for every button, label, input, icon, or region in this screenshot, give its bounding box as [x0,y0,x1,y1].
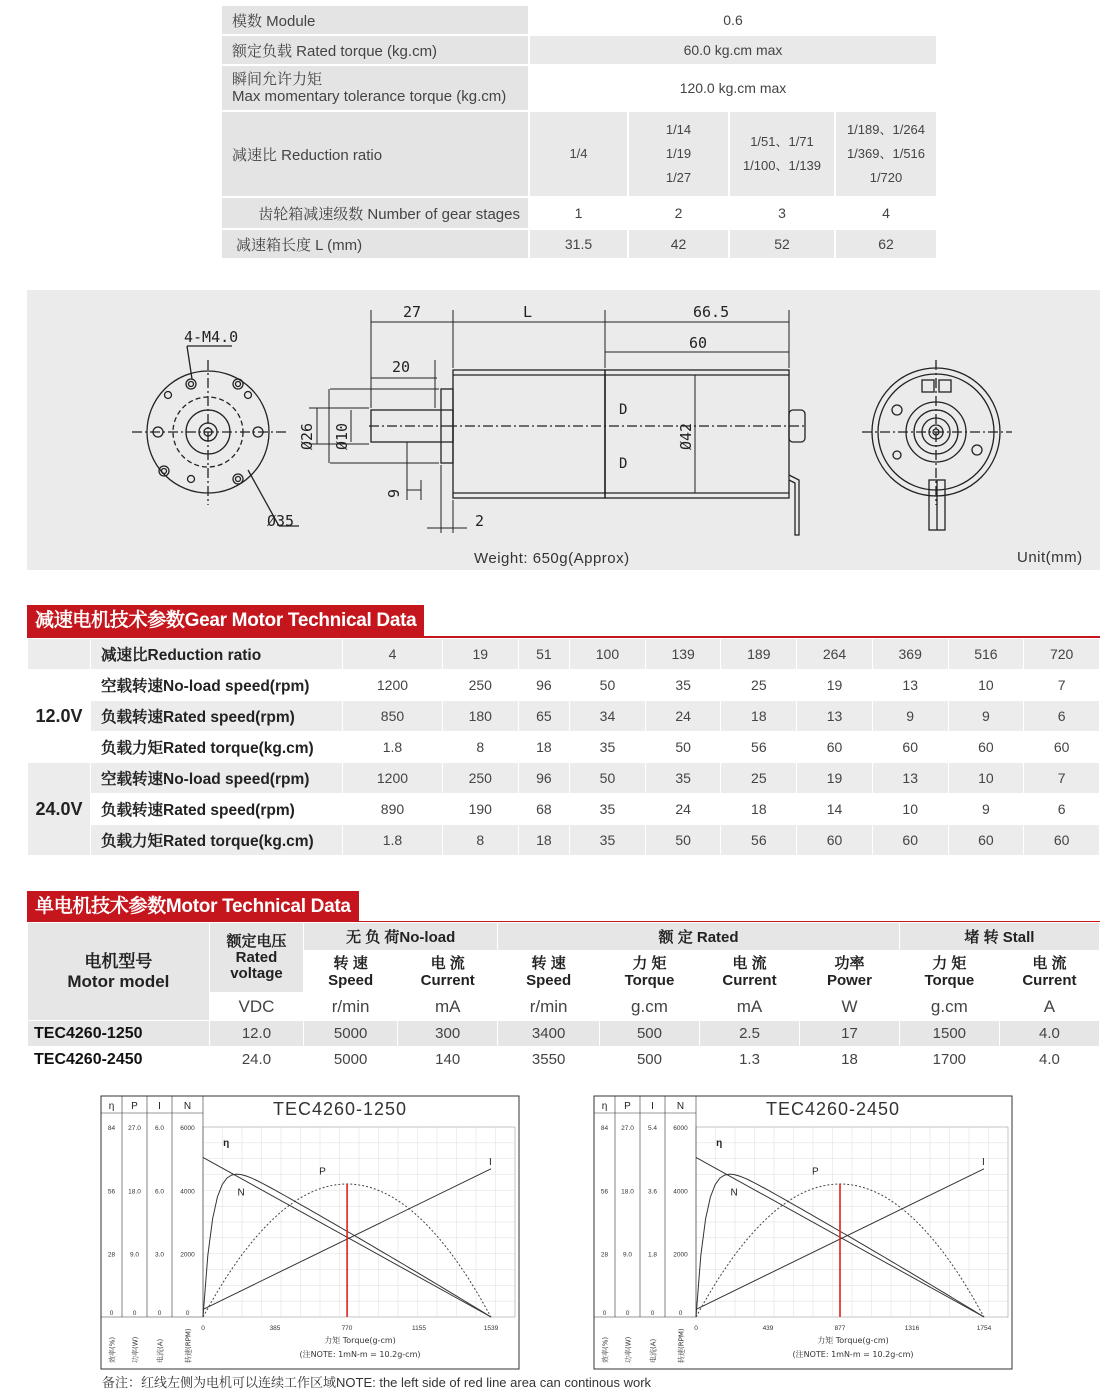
ratio-cell: 720 [1024,639,1100,670]
gear-value-cell: 10 [948,763,1024,794]
y-tick-label: 0 [132,1310,137,1317]
motor-value-cell: 140 [398,1047,498,1073]
y-axis-label: 效率(%) [108,1336,117,1363]
dim-l665: 66.5 [693,303,730,321]
gear-value-cell: 50 [570,763,646,794]
ratio-cell: 189 [721,639,797,670]
col-en: Torque [624,971,675,989]
motor-data-table [27,922,1100,1073]
gear-value-cell: 19 [797,763,873,794]
y-tick-label: 27.0 [128,1125,141,1132]
y-tick-label: 18.0 [621,1188,634,1196]
model-header-cn: 电机型号 [84,951,153,971]
stages-label: 齿轮箱减速级数 Number of gear stages [221,197,529,229]
x-tick-label: 770 [341,1325,353,1332]
stage-value: 1 [529,197,628,229]
y-tick-label: 0 [650,1310,655,1317]
y-tick-label: 2000 [673,1251,688,1259]
gear-value-cell: 19 [797,670,873,701]
svg-text:D: D [619,402,628,418]
gear-value-cell: 18 [721,794,797,825]
gear-value-cell: 180 [442,701,518,732]
motor-model-name: TEC4260-2450 [28,1047,210,1073]
spec-table [220,4,938,260]
ratio-cell: 4 [343,639,443,670]
ratio-cell: 139 [645,639,721,670]
stage-value: 4 [835,197,937,229]
gear-value-cell: 60 [948,732,1024,763]
x-tick-label: 0 [694,1325,698,1332]
gear-value-cell: 24 [645,794,721,825]
y-axis-label: 功率(W) [624,1336,633,1363]
unit-vdc: VDC [209,993,303,1021]
chart-tec4260-2450 [593,1095,1013,1370]
y-tick-label: 56 [107,1188,116,1196]
x-tick-label: 1754 [976,1325,992,1332]
y-tick-label: 1.8 [647,1251,658,1259]
ratio-value: 1/369、1/516 [846,146,926,161]
motor-col-header [599,951,699,993]
gear-value-cell: 60 [797,732,873,763]
gear-data-table [27,638,1100,856]
col-en: Current [420,971,475,989]
y-tick-label: 9.0 [622,1251,633,1259]
gear-value-cell: 13 [872,763,948,794]
motor-col-unit: r/min [304,993,398,1021]
col-en: Current [722,971,777,989]
ratio-group-2 [628,111,729,197]
gear-value-cell: 8 [442,732,518,763]
col-cn: 转 速 [531,954,566,972]
motor-value-cell: 5000 [304,1021,398,1047]
gear-row-label: 负载力矩Rated torque(kg.cm) [91,732,343,763]
rated-voltage-cn: 额定电压 [226,932,287,950]
x-axis-label: 力矩 Torque(g-cm) [817,1336,889,1345]
motor-col-unit: mA [398,993,498,1021]
dim-l27: 27 [403,303,422,321]
stage-value: 2 [628,197,729,229]
gear-value-cell: 96 [518,763,570,794]
motor-col-header [398,951,498,993]
col-cn: 电 流 [1032,954,1067,972]
gear-value-cell: 65 [518,701,570,732]
gear-value-cell: 60 [797,825,873,856]
y-tick-label: 4000 [180,1188,195,1196]
moment-label [221,65,529,111]
col-cn: 电 流 [430,954,465,972]
header-col-label: P [131,1101,138,1112]
model-header-en: Motor model [67,971,170,991]
gear-value-cell: 35 [570,732,646,763]
y-tick-label: 28 [600,1251,609,1259]
dim-d10: Ø10 [333,422,351,450]
header-col-label: P [624,1101,631,1112]
col-en: Power [826,971,872,989]
x-tick-label: 1539 [483,1325,499,1332]
motor-col-unit: W [800,993,900,1021]
model-header [28,923,210,1021]
gear-value-cell: 34 [570,701,646,732]
motor-row [28,1047,1100,1073]
curve-label: I [489,1157,492,1168]
x-tick-label: 1316 [904,1325,920,1332]
gear-value-cell: 10 [948,670,1024,701]
y-tick-label: 0 [109,1310,114,1317]
motor-value-cell: 500 [599,1021,699,1047]
y-tick-label: 0 [602,1310,607,1317]
curve-label: P [812,1166,819,1178]
gear-value-cell: 60 [948,825,1024,856]
motor-col-unit: g.cm [899,993,999,1021]
y-axis-label: 转速(RPM) [184,1328,193,1363]
y-tick-label: 2000 [180,1251,195,1259]
curve-label: N [237,1187,245,1199]
gear-value-cell: 250 [442,763,518,794]
y-tick-label: 3.0 [154,1251,165,1259]
length-value: 52 [729,229,835,259]
col-cn: 功率 [834,954,865,972]
moment-value: 120.0 kg.cm max [529,65,937,111]
gear-row-label: 空载转速No-load speed(rpm) [91,763,343,794]
col-cn: 电 流 [732,954,767,972]
ratio-cell: 264 [797,639,873,670]
gear-value-cell: 1.8 [343,825,443,856]
chart-note: (注NOTE: 1mN-m = 10.2g-cm) [792,1350,914,1359]
gear-value-cell: 9 [872,701,948,732]
gear-value-cell: 18 [518,825,570,856]
motor-col-header [800,951,900,993]
gear-value-cell: 60 [872,732,948,763]
y-tick-label: 0 [625,1310,630,1317]
noload-header: 无 负 荷No-load [304,923,498,951]
motor-value-cell: 1.3 [699,1047,799,1073]
motor-value-cell: 4.0 [999,1047,1099,1073]
voltage-cell: 24.0V [28,763,91,856]
y-axis-label: 电流(A) [156,1338,165,1363]
motor-value-cell: 3550 [498,1047,600,1073]
gear-value-cell: 25 [721,670,797,701]
motor-value-cell: 1500 [899,1021,999,1047]
gear-value-cell: 50 [570,670,646,701]
y-tick-label: 4000 [673,1188,688,1196]
motor-value-cell: 2.5 [699,1021,799,1047]
y-tick-label: 9.0 [129,1251,140,1259]
x-axis-label: 力矩 Torque(g-cm) [324,1336,396,1345]
motor-col-header [899,951,999,993]
curve-label: η [223,1138,230,1149]
ratio-group-3 [729,111,835,197]
ratio-value: 1/19 [665,146,692,161]
gear-row [28,763,1100,794]
ratio-value: 1/27 [665,170,692,185]
dim-l20: 20 [392,358,411,376]
motor-value-cell: 3400 [498,1021,600,1047]
chart-title: TEC4260-2450 [765,1099,901,1119]
gear-row-label: 空载转速No-load speed(rpm) [91,670,343,701]
motor-model-name: TEC4260-1250 [28,1021,210,1047]
voltage-cell: 12.0V [28,670,91,763]
y-tick-label: 0 [157,1310,162,1317]
x-tick-label: 877 [834,1325,846,1332]
gear-row-label: 负载转速Rated speed(rpm) [91,701,343,732]
header-col-label: I [651,1101,654,1112]
gear-value-cell: 14 [797,794,873,825]
gear-value-cell: 96 [518,670,570,701]
motor-col-header [699,951,799,993]
blank-cell [28,639,91,670]
x-tick-label: 0 [201,1325,205,1332]
y-tick-label: 0 [185,1310,190,1317]
motor-row [28,1021,1100,1047]
gear-row-label: 负载力矩Rated torque(kg.cm) [91,825,343,856]
header-col-label: η [601,1101,608,1112]
col-cn: 力 矩 [632,954,667,972]
motor-col-header [999,951,1099,993]
ratio-value: 1/720 [869,170,903,185]
gear-value-cell: 13 [797,701,873,732]
ratio-group-4 [835,111,937,197]
ratio-group-1 [529,111,628,197]
motor-value-cell: 12.0 [209,1021,303,1047]
length-label: 减速箱长度 L (mm) [221,229,529,259]
dim-l2: 2 [475,512,485,530]
dim-m4: 4-M4.0 [184,328,239,346]
torque-label: 额定负载 Rated torque (kg.cm) [221,35,529,65]
motor-col-unit: g.cm [599,993,699,1021]
chart-tec4260-1250 [100,1095,520,1370]
gear-value-cell: 35 [645,670,721,701]
gear-value-cell: 250 [442,670,518,701]
gear-row [28,670,1100,701]
curve-label: P [319,1166,326,1178]
dim-d42: Ø42 [677,422,695,450]
y-tick-label: 84 [107,1125,116,1132]
gear-value-cell: 18 [518,732,570,763]
gear-value-cell: 35 [570,825,646,856]
gear-value-cell: 10 [872,794,948,825]
rated-voltage-en1: Rated [235,948,278,966]
weight-note: Weight: 650g(Approx) [474,550,630,567]
moment-label-cn: 瞬间允许力矩 [232,71,323,88]
y-tick-label: 28 [107,1251,116,1259]
y-axis-label: 电流(A) [649,1338,658,1363]
gear-value-cell: 13 [872,670,948,701]
gear-value-cell: 56 [721,825,797,856]
footnote: 备注：红线左侧为电机可以连续工作区域NOTE: the left side of red line area can continous work [102,1375,652,1390]
curve-label: η [716,1138,723,1149]
header-col-label: N [676,1101,685,1112]
dim-l: L [523,303,533,321]
ratio-cell: 51 [518,639,570,670]
gear-value-cell: 60 [872,825,948,856]
y-tick-label: 56 [600,1188,609,1196]
motor-col-unit: A [999,993,1099,1021]
header-col-label: I [158,1101,161,1112]
ratio-value: 1/14 [665,122,692,137]
gear-row [28,701,1100,732]
header-col-label: η [108,1101,115,1112]
gear-value-cell: 50 [645,732,721,763]
gear-value-cell: 25 [721,763,797,794]
moment-label-en: Max momentary tolerance torque (kg.cm) [232,88,507,105]
motor-section-title: 单电机技术参数Motor Technical Data [27,891,359,923]
col-cn: 力 矩 [932,954,967,972]
stage-value: 3 [729,197,835,229]
module-value: 0.6 [529,5,937,35]
gear-value-cell: 9 [948,701,1024,732]
x-tick-label: 439 [762,1325,774,1332]
motor-value-cell: 1700 [899,1047,999,1073]
gear-value-cell: 60 [1024,825,1100,856]
motor-col-unit: mA [699,993,799,1021]
rated-voltage-en2: voltage [230,964,283,982]
gear-row [28,732,1100,763]
y-tick-label: 5.4 [647,1125,658,1132]
y-tick-label: 3.6 [647,1188,658,1196]
dim-d35: Ø35 [267,512,295,530]
gear-value-cell: 850 [343,701,443,732]
dim-l9: 9 [385,488,403,498]
chart-note: (注NOTE: 1mN-m = 10.2g-cm) [299,1350,421,1359]
gear-value-cell: 190 [442,794,518,825]
ratio-value: 1/51、1/71 [750,134,814,149]
motor-value-cell: 300 [398,1021,498,1047]
col-en: Speed [526,971,572,989]
chart-title: TEC4260-1250 [272,1099,408,1119]
y-axis-label: 功率(W) [131,1336,140,1363]
x-tick-label: 385 [269,1325,281,1332]
ratio-value: 1/4 [569,146,588,161]
svg-text:D: D [619,456,628,472]
gear-row [28,825,1100,856]
gear-value-cell: 1.8 [343,732,443,763]
col-en: Torque [924,971,975,989]
gear-value-cell: 35 [570,794,646,825]
module-label: 模数 Module [221,5,529,35]
y-tick-label: 6000 [180,1125,195,1132]
y-tick-label: 27.0 [621,1125,634,1132]
ratio-cell: 19 [442,639,518,670]
gear-value-cell: 1200 [343,670,443,701]
motor-value-cell: 500 [599,1047,699,1073]
motor-col-header [498,951,600,993]
gear-value-cell: 7 [1024,670,1100,701]
technical-drawing [27,290,1100,570]
curve-label: I [982,1157,985,1168]
ratio-value: 1/189、1/264 [846,122,926,137]
gear-section-title: 减速电机技术参数Gear Motor Technical Data [27,605,424,637]
gear-value-cell: 6 [1024,701,1100,732]
y-tick-label: 6.0 [154,1188,165,1196]
gear-value-cell: 68 [518,794,570,825]
gear-value-cell: 6 [1024,794,1100,825]
motor-value-cell: 5000 [304,1047,398,1073]
gear-row [28,794,1100,825]
col-cn: 转 速 [333,954,368,972]
y-tick-label: 18.0 [128,1188,141,1196]
gear-value-cell: 7 [1024,763,1100,794]
col-en: Current [1022,971,1077,989]
motor-value-cell: 18 [800,1047,900,1073]
motor-value-cell: 17 [800,1021,900,1047]
gear-value-cell: 56 [721,732,797,763]
ratio-cell: 516 [948,639,1024,670]
gear-value-cell: 24 [645,701,721,732]
y-tick-label: 6.0 [154,1125,165,1132]
rated-header: 额 定 Rated [498,923,900,951]
motor-col-header [304,951,398,993]
ratio-label: 减速比 Reduction ratio [221,111,529,197]
length-value: 62 [835,229,937,259]
length-value: 31.5 [529,229,628,259]
dim-l60: 60 [689,334,708,352]
gear-value-cell: 18 [721,701,797,732]
y-tick-label: 6000 [673,1125,688,1132]
motor-value-cell: 24.0 [209,1047,303,1073]
gear-value-cell: 50 [645,825,721,856]
curve-label: N [730,1187,738,1199]
ratio-cell: 369 [872,639,948,670]
ratio-value: 1/100、1/139 [742,158,822,173]
motor-col-unit: r/min [498,993,600,1021]
y-axis-label: 效率(%) [601,1336,610,1363]
col-en: Speed [328,971,374,989]
stall-header: 堵 转 Stall [899,923,1099,951]
ratio-cell: 100 [570,639,646,670]
rated-voltage-header [209,923,303,993]
gear-row-label: 负载转速Rated speed(rpm) [91,794,343,825]
gear-value-cell: 35 [645,763,721,794]
length-value: 42 [628,229,729,259]
y-tick-label: 0 [678,1310,683,1317]
unit-note: Unit(mm) [1017,549,1083,566]
header-col-label: N [183,1101,192,1112]
torque-value: 60.0 kg.cm max [529,35,937,65]
gear-value-cell: 8 [442,825,518,856]
motor-value-cell: 4.0 [999,1021,1099,1047]
gear-value-cell: 60 [1024,732,1100,763]
drawing-svg [27,290,1100,570]
y-axis-label: 转速(RPM) [677,1328,686,1363]
gear-value-cell: 9 [948,794,1024,825]
x-tick-label: 1155 [412,1325,426,1332]
ratio-row-label: 减速比Reduction ratio [91,639,343,670]
y-tick-label: 84 [600,1125,609,1132]
dim-d26: Ø26 [298,422,316,450]
gear-value-cell: 890 [343,794,443,825]
gear-value-cell: 1200 [343,763,443,794]
